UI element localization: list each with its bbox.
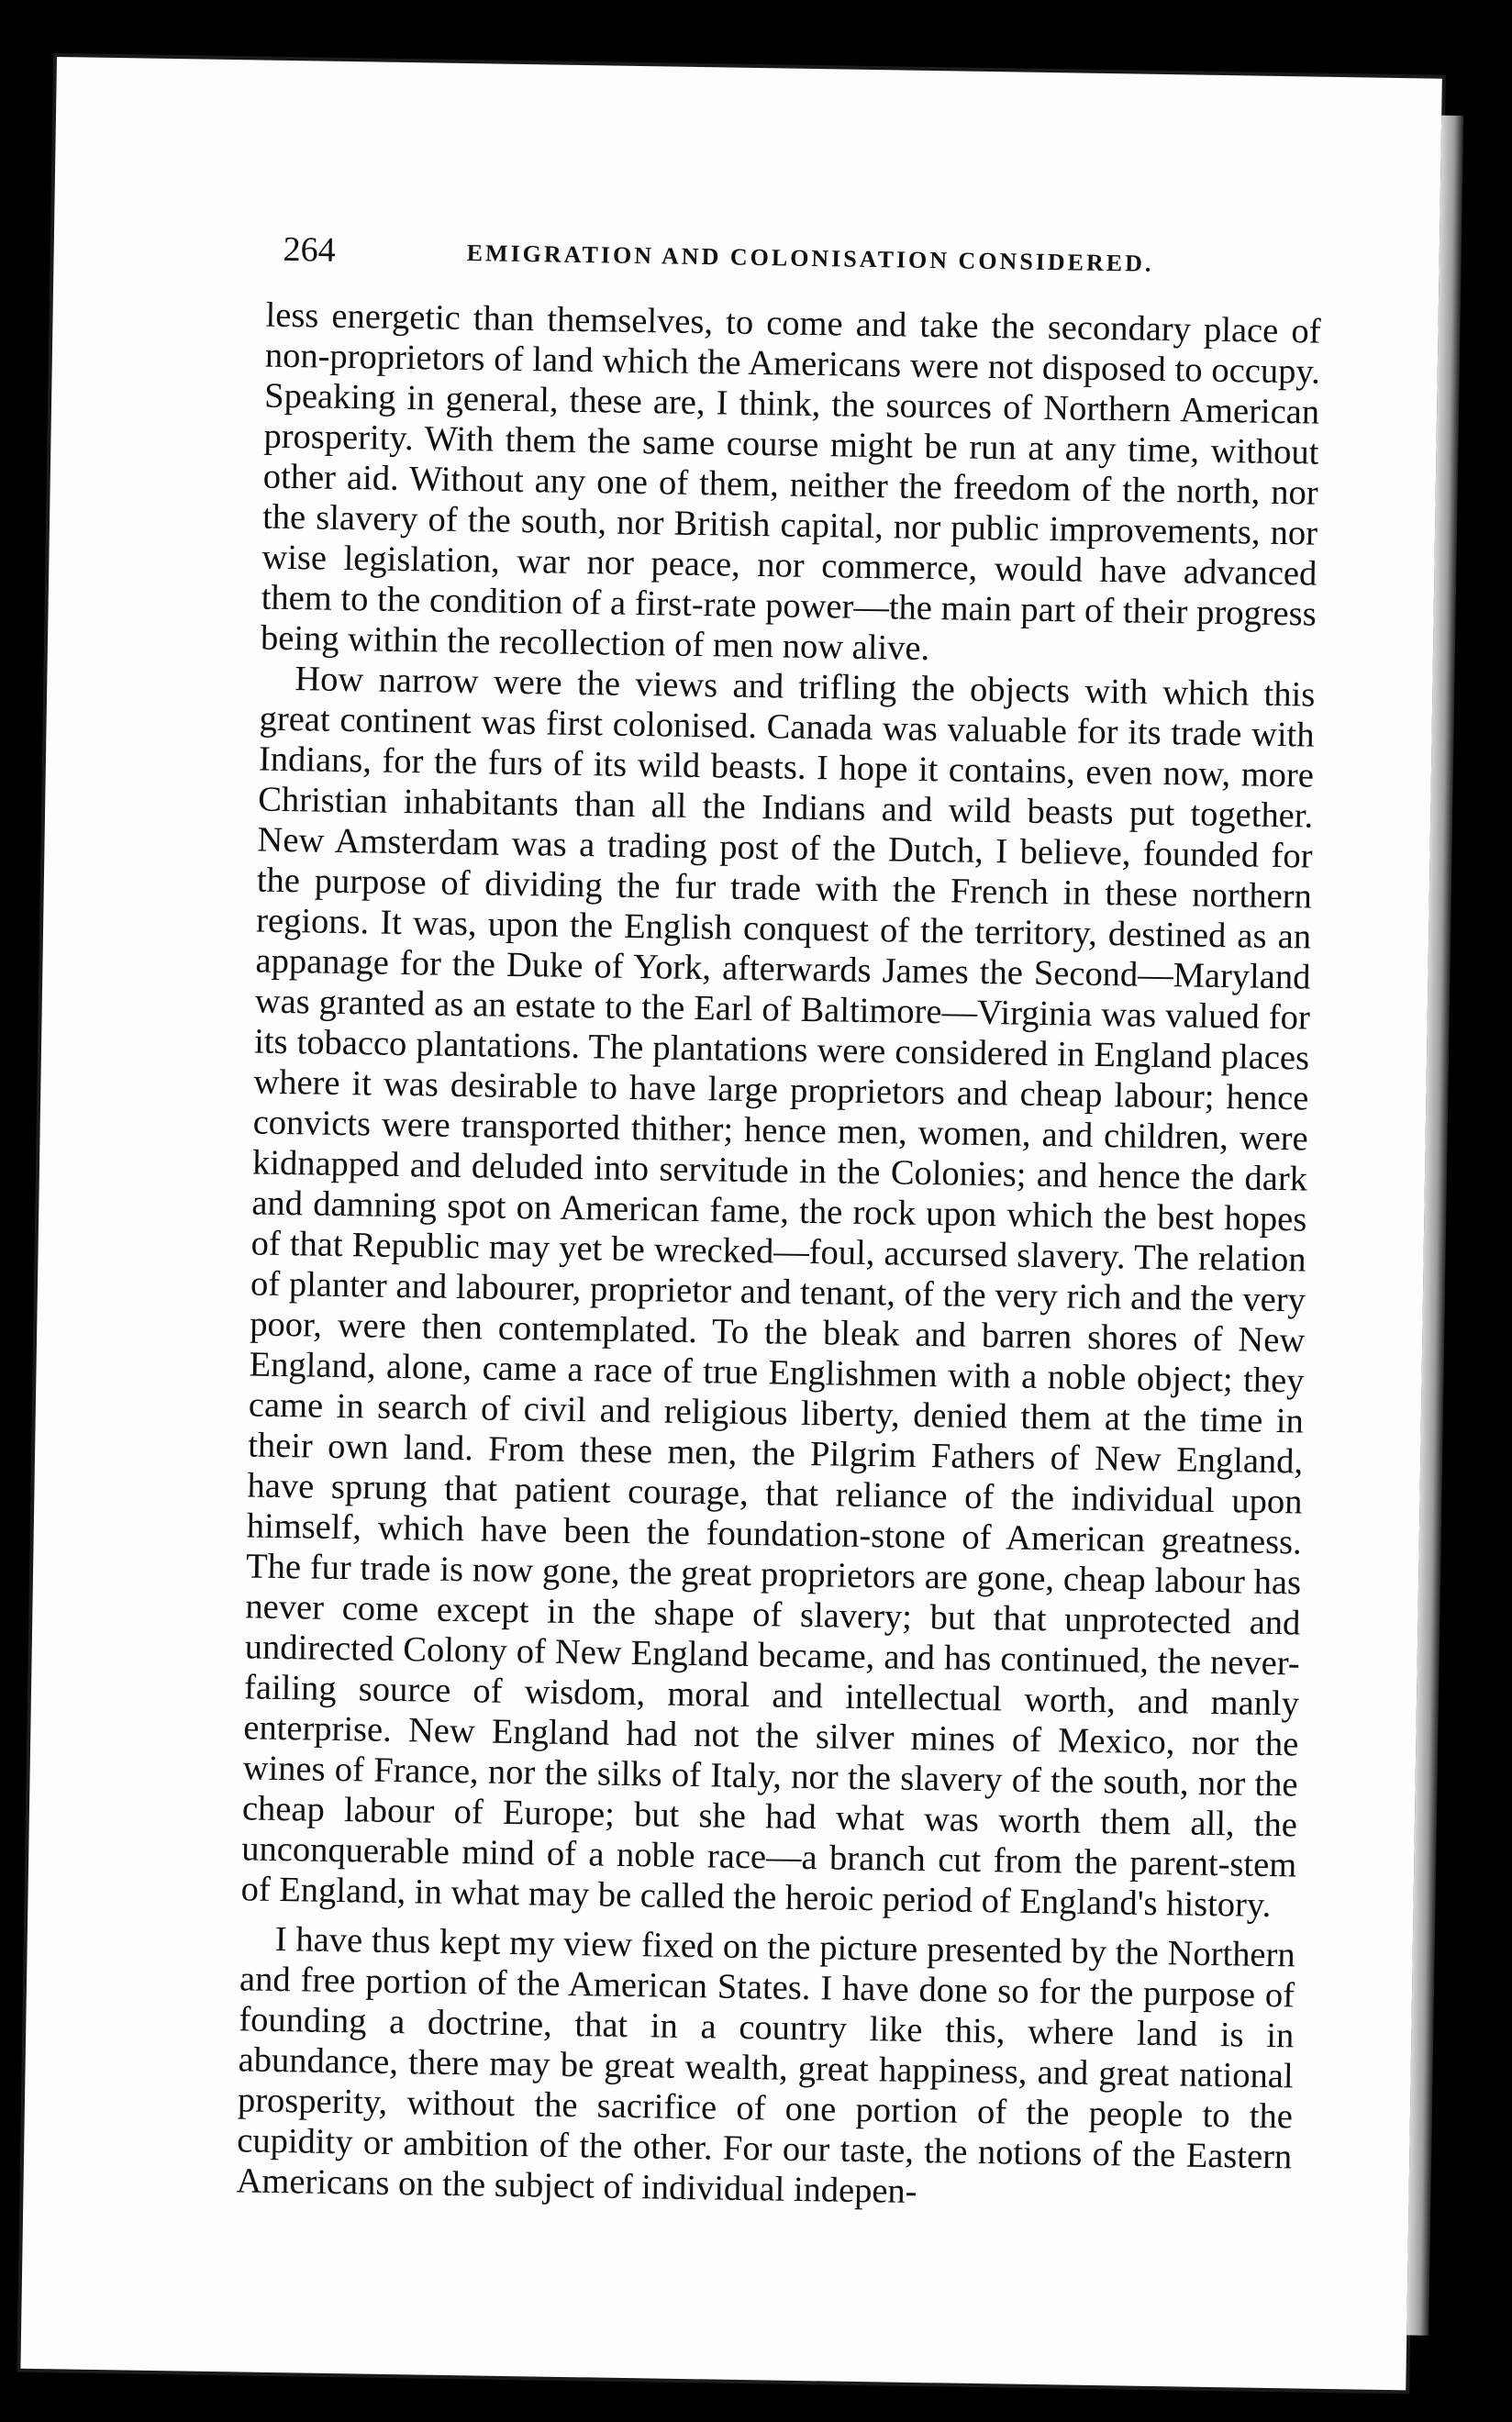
paragraph: less energetic than themselves, to come and take the secondary place of non-proprietors of land which the Americans were not disposed to occupy. Speaking in general, these are, I think, the sources of Northern American prosperity. With them the same course might be run at any time, without other aid. Without any one of them, neither the freedom of the north, nor the slavery of the south, nor British capital, nor public improvements, nor wise legislation, war nor peace, nor commerce, would have advanced them to the condition of a first-rate power—the main part of their progress being within the recollection of men now alive.: [260, 295, 1321, 669]
page-edge: [1406, 116, 1463, 2336]
paragraph: How narrow were the views and trifling the objects with which this great continent was first colonised. Canada was valuable for its trade with Indians, for the furs of its wild beasts. I hope it contains, even now, more Christian inhabitants than all the Indians and wild beasts put together. New Amsterdam was a trading post of the Dutch, I believe, founded for the purpose of dividing the fur trade with the French in these northern regions. It was, upon the English conquest of the territory, destined as an appanage for the Duke of York, afterwards James the Second—Maryland was granted as an estate to the Earl of Baltimore—Virginia was valued for its tobacco plantations. The plantations were considered in England places where it was desirable to have large proprietors and cheap labour; hence convicts were transported thither; hence men, women, and children, were kidnapped and deluded into servitude in the Colonies; and hence the dark and damning spot on American fame, the rock upon which the best hopes of that Republic may yet be wrecked—foul, accursed slavery. The relation of planter and labourer, proprietor and tenant, of the very rich and the very poor, were then contemplated. To the bleak and barren shores of New England, alone, came a race of true Englishmen with a noble object; they came in search of civil and religious liberty, denied them at the time in their own land. From these men, the Pilgrim Fathers of New England, have sprung that patient courage, that reliance of the individual upon himself, which have been the foundation-stone of American greatness. The fur trade is now gone, the great proprietors are gone, cheap labour has never come except in the shape of slavery; but that unprotected and undirected Colony of New England became, and has continued, the never-failing source of wisdom, moral and intellectual worth, and manly enterprise. New England had not the silver mines of Mexico, nor the wines of France, nor the silks of Italy, nor the slavery of the south, nor the cheap labour of Europe; but she had what was worth them all, the unconquerable mind of a noble race—a branch cut from the parent-stem of England, in what may be called the heroic period of England's history.: [240, 660, 1316, 1926]
body-text: [236, 295, 1320, 2218]
paragraph: I have thus kept my view fixed on the picture presented by the Northern and free portion of the American States. I have done so for the purpose of founding a doctrine, that in a country like this, where land is in abundance, there may be great wealth, great happiness, and great national prosperity, without the sacrifice of one portion of the people to the cupidity or ambition of the other. For our taste, the notions of the Eastern Americans on the subject of individual indepen-: [236, 1919, 1295, 2212]
page-header: [283, 229, 1325, 292]
running-head: EMIGRATION AND COLONISATION CONSIDERED.: [466, 239, 1154, 277]
page-number: 264: [283, 229, 337, 270]
book-page: [20, 57, 1441, 2390]
